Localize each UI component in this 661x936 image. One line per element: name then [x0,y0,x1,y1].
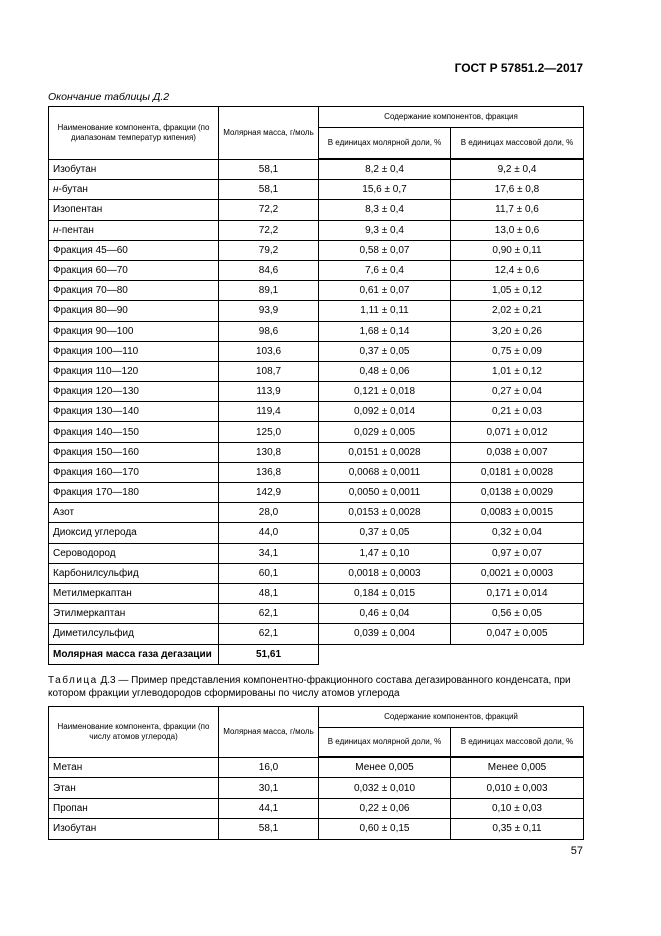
header-component-name: Наименование компонента, фракции (по числу атомов углерода) [49,707,219,758]
component-name-text: Фракция 170—180 [53,487,139,499]
mole-fraction-cell: Менее 0,005 [319,757,451,778]
component-name-text: Сероводород [53,547,116,559]
component-name-text: Фракция 160—170 [53,466,139,478]
mole-fraction-cell: 0,0151 ± 0,0028 [319,442,451,462]
component-name-text: -пентан [58,224,94,236]
component-name [49,382,219,402]
component-name: Метан [49,757,219,778]
component-name [49,341,219,361]
mass-fraction-cell: 3,20 ± 0,26 [451,321,584,341]
component-name [49,462,219,482]
mass-fraction-cell: 0,56 ± 0,05 [451,604,584,624]
component-name [49,361,219,381]
molar-mass-cell: 89,1 [219,281,319,301]
total-label: Молярная масса газа дегазации [49,644,219,664]
table-row [49,624,584,644]
component-name-text: Фракция 60—70 [53,265,128,277]
table-row [49,778,584,798]
table-d3-caption [48,675,583,700]
table-row [49,402,584,422]
molar-mass-cell: 16,0 [219,757,319,778]
mass-fraction-cell: 0,0181 ± 0,0028 [451,462,584,482]
mass-fraction-cell: 0,75 ± 0,09 [451,341,584,361]
component-name [49,523,219,543]
molar-mass-cell: 125,0 [219,422,319,442]
header-molar-mass: Молярная масса, г/моль [219,107,319,160]
mass-fraction-cell: 2,02 ± 0,21 [451,301,584,321]
table-row [49,361,584,381]
table-row [49,200,584,220]
mole-fraction-cell: 0,58 ± 0,07 [319,240,451,260]
molar-mass-cell: 44,0 [219,523,319,543]
empty-cell [451,644,584,664]
mole-fraction-cell: 8,2 ± 0,4 [319,159,451,180]
mole-fraction-cell: 7,6 ± 0,4 [319,260,451,280]
molar-mass-cell: 48,1 [219,583,319,603]
total-row [49,644,584,664]
mass-fraction-cell: 0,0083 ± 0,0015 [451,503,584,523]
mass-fraction-cell: 0,047 ± 0,005 [451,624,584,644]
table-row [49,503,584,523]
header-content: Содержание компонентов, фракций [319,707,584,728]
mass-fraction-cell: 11,7 ± 0,6 [451,200,584,220]
table-row [49,159,584,180]
mole-fraction-cell: 15,6 ± 0,7 [319,180,451,200]
molar-mass-cell: 58,1 [219,180,319,200]
molar-mass-cell: 58,1 [219,159,319,180]
table-row [49,483,584,503]
mass-fraction-cell: 1,05 ± 0,12 [451,281,584,301]
mole-fraction-cell: 0,184 ± 0,015 [319,583,451,603]
table-row [49,220,584,240]
components-table-d3 [48,706,584,840]
molar-mass-cell: 93,9 [219,301,319,321]
mole-fraction-cell: 0,61 ± 0,07 [319,281,451,301]
table-row [49,281,584,301]
mole-fraction-cell: 0,039 ± 0,004 [319,624,451,644]
component-name-text: Изопентан [53,204,103,216]
component-name-text: Фракция 80—90 [53,305,128,317]
standard-code: ГОСТ Р 57851.2—2017 [454,61,583,75]
mole-fraction-cell: 0,37 ± 0,05 [319,523,451,543]
mass-fraction-cell: 17,6 ± 0,8 [451,180,584,200]
mole-fraction-cell: 0,37 ± 0,05 [319,341,451,361]
components-table-d2 [48,106,584,665]
mass-fraction-cell: 0,97 ± 0,07 [451,543,584,563]
component-name-text: Этилмеркаптан [53,608,126,620]
molar-mass-cell: 34,1 [219,543,319,563]
table-row [49,583,584,603]
mole-fraction-cell: 0,121 ± 0,018 [319,382,451,402]
molar-mass-cell: 142,9 [219,483,319,503]
mass-fraction-cell: 9,2 ± 0,4 [451,159,584,180]
molar-mass-cell: 30,1 [219,778,319,798]
molar-mass-cell: 28,0 [219,503,319,523]
mass-fraction-cell: 13,0 ± 0,6 [451,220,584,240]
table-row [49,819,584,839]
table-row [49,301,584,321]
table-continuation-caption: Окончание таблицы Д.2 [48,91,170,103]
table-row [49,563,584,583]
mass-fraction-cell: 0,90 ± 0,11 [451,240,584,260]
component-name-text: Фракция 120—130 [53,386,139,398]
component-name-text: Фракция 100—110 [53,345,139,357]
component-name [49,583,219,603]
table-row [49,260,584,280]
mole-fraction-cell: 0,029 ± 0,005 [319,422,451,442]
component-name [49,624,219,644]
component-name [49,543,219,563]
table-row [49,442,584,462]
component-name: Этан [49,778,219,798]
table-row [49,462,584,482]
mass-fraction-cell: 0,10 ± 0,03 [451,798,584,818]
mass-fraction-cell: 0,0138 ± 0,0029 [451,483,584,503]
table-row [49,604,584,624]
component-name [49,240,219,260]
component-name-text: Карбонилсульфид [53,567,139,579]
header-component-name: Наименование компонента, фракции (по диапазонам температур кипения) [49,107,219,160]
mole-fraction-cell: 1,68 ± 0,14 [319,321,451,341]
empty-cell [319,644,451,664]
component-name-text: -бутан [58,184,88,196]
mole-fraction-cell: 0,092 ± 0,014 [319,402,451,422]
component-name [49,483,219,503]
mole-fraction-cell: 1,47 ± 0,10 [319,543,451,563]
component-name-text: Азот [53,507,75,519]
mass-fraction-cell: 12,4 ± 0,6 [451,260,584,280]
table-row [49,422,584,442]
component-name-text: Диметилсульфид [53,628,134,640]
molar-mass-cell: 62,1 [219,624,319,644]
mass-fraction-cell: 0,010 ± 0,003 [451,778,584,798]
header-molar-mass: Молярная масса, г/моль [219,707,319,758]
table-row [49,523,584,543]
molar-mass-cell: 103,6 [219,341,319,361]
header-mole-fraction: В единицах молярной доли, % [319,728,451,758]
component-name [49,220,219,240]
molar-mass-cell: 72,2 [219,200,319,220]
table-row [49,321,584,341]
molar-mass-cell: 119,4 [219,402,319,422]
component-name-text: Фракция 45—60 [53,244,128,256]
mole-fraction-cell: 0,0018 ± 0,0003 [319,563,451,583]
mass-fraction-cell: 0,32 ± 0,04 [451,523,584,543]
component-name-text: Фракция 150—160 [53,446,139,458]
table-row [49,180,584,200]
mass-fraction-cell: 0,0021 ± 0,0003 [451,563,584,583]
table-row [49,543,584,563]
component-name-text: Диоксид углерода [53,527,137,539]
table-label: Таблица [48,675,98,686]
component-name-text: Метилмеркаптан [53,588,132,600]
molar-mass-cell: 130,8 [219,442,319,462]
component-name [49,281,219,301]
page-number: 57 [570,845,583,857]
mass-fraction-cell: 0,21 ± 0,03 [451,402,584,422]
molar-mass-cell: 84,6 [219,260,319,280]
component-name [49,442,219,462]
header-mole-fraction: В единицах молярной доли, % [319,128,451,160]
component-name-text: Фракция 90—100 [53,325,134,337]
mole-fraction-cell: 9,3 ± 0,4 [319,220,451,240]
mole-fraction-cell: 0,46 ± 0,04 [319,604,451,624]
mole-fraction-cell: 0,032 ± 0,010 [319,778,451,798]
component-name [49,301,219,321]
molar-mass-cell: 62,1 [219,604,319,624]
component-name-text: Изобутан [53,163,97,175]
mass-fraction-cell: 1,01 ± 0,12 [451,361,584,381]
mole-fraction-cell: 0,22 ± 0,06 [319,798,451,818]
component-name [49,321,219,341]
component-name-text: Фракция 70—80 [53,285,128,297]
component-name [49,180,219,200]
molar-mass-cell: 72,2 [219,220,319,240]
component-name [49,200,219,220]
molar-mass-cell: 136,8 [219,462,319,482]
mass-fraction-cell: Менее 0,005 [451,757,584,778]
italic-prefix: н [53,224,59,236]
component-name [49,260,219,280]
component-name-text: Фракция 110—120 [53,365,139,377]
table-row [49,341,584,361]
molar-mass-cell: 98,6 [219,321,319,341]
molar-mass-cell: 44,1 [219,798,319,818]
mole-fraction-cell: 0,60 ± 0,15 [319,819,451,839]
header-content: Содержание компонентов, фракция [319,107,584,128]
mole-fraction-cell: 0,0068 ± 0,0011 [319,462,451,482]
mole-fraction-cell: 0,48 ± 0,06 [319,361,451,381]
component-name: Изобутан [49,819,219,839]
component-name [49,422,219,442]
component-name-text: Фракция 140—150 [53,426,139,438]
header-mass-fraction: В единицах массовой доли, % [451,128,584,160]
component-name [49,563,219,583]
italic-prefix: н [53,184,59,196]
component-name [49,503,219,523]
total-value: 51,61 [219,644,319,664]
mole-fraction-cell: 0,0050 ± 0,0011 [319,483,451,503]
header-mass-fraction: В единицах массовой доли, % [451,728,584,758]
component-name [49,604,219,624]
molar-mass-cell: 113,9 [219,382,319,402]
table-row [49,757,584,778]
component-name [49,402,219,422]
mass-fraction-cell: 0,27 ± 0,04 [451,382,584,402]
molar-mass-cell: 108,7 [219,361,319,381]
component-name [49,159,219,180]
mass-fraction-cell: 0,038 ± 0,007 [451,442,584,462]
table-row [49,798,584,818]
mass-fraction-cell: 0,071 ± 0,012 [451,422,584,442]
molar-mass-cell: 58,1 [219,819,319,839]
component-name-text: Фракция 130—140 [53,406,139,418]
table-caption-text: Д.3 — Пример представления компонентно-фракционного состава дегазированного конденсата, при котором фракции углеводородов сформированы по числу атомов углерода [48,675,571,699]
mole-fraction-cell: 1,11 ± 0,11 [319,301,451,321]
mole-fraction-cell: 0,0153 ± 0,0028 [319,503,451,523]
mole-fraction-cell: 8,3 ± 0,4 [319,200,451,220]
mass-fraction-cell: 0,171 ± 0,014 [451,583,584,603]
table-row [49,382,584,402]
molar-mass-cell: 60,1 [219,563,319,583]
mass-fraction-cell: 0,35 ± 0,11 [451,819,584,839]
component-name: Пропан [49,798,219,818]
table-row [49,240,584,260]
molar-mass-cell: 79,2 [219,240,319,260]
